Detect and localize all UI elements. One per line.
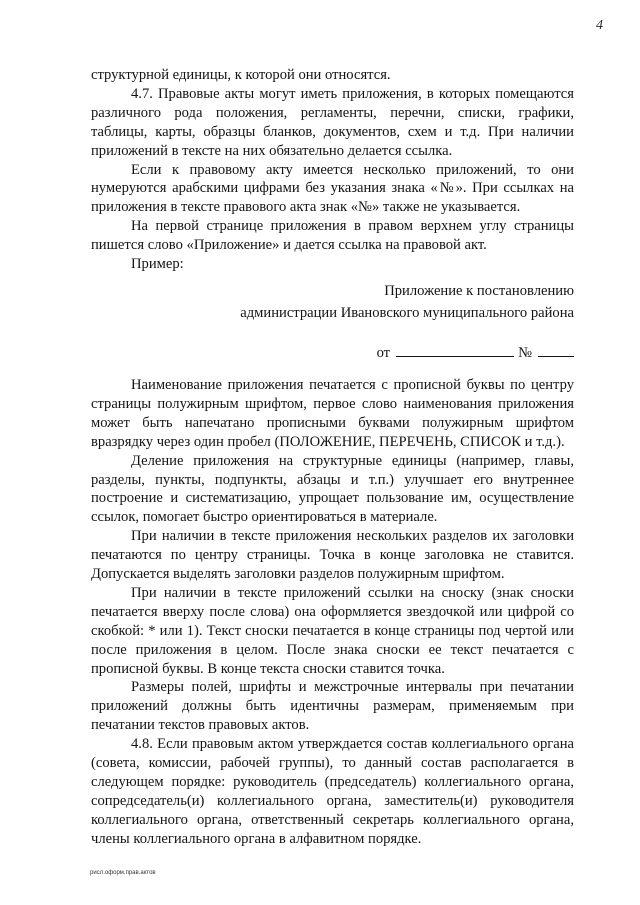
appendix-date-label: от (376, 344, 391, 361)
paragraph-4-8: 4.8. Если правовым актом утверждается состав коллегиального органа (совета, комиссии, рабочей группы), то данный состав располагается в следующем порядке: руководитель (председатель) коллегиального органа, сопредседатель(и) коллегиального органа, заместитель(и) руководителя коллегиального органа, ответственный секретарь коллегиального органа, члены коллегиального органа в алфавитном порядке. (91, 736, 574, 847)
paragraph-4-7: 4.7. Правовые акты могут иметь приложения, в которых помещаются различного рода положения, регламенты, перечни, списки, графики, таблицы, карты, образцы бланков, документов, схем и т.д. При наличии приложений в тексте на них обязательно делается ссылка. (91, 85, 574, 159)
paragraph-section-headings: При наличии в тексте приложения нескольких разделов их заголовки печатаются по центру страницы. Точка в конце заголовка не ставится. Допускается выделять заголовки разделов полужирным шрифтом. (91, 528, 574, 583)
paragraph-numbering: Если к правовому акту имеется несколько приложений, то они нумеруются арабскими цифрами без указания знака «№». При ссылках на приложения в тексте правового акта знак «№» также не указывается. (91, 161, 574, 216)
appendix-example-block (91, 280, 574, 364)
paragraph-structure: Деление приложения на структурные единицы (например, главы, разделы, пункты, подпункты, абзацы и т.п.) улучшает его внутреннее построение и систематизацию, упрощает пользование им, осуществление ссылок, помогает быстро ориентироваться в материале. (91, 452, 574, 526)
footer-file-mark: рисл.оформ.прав.актов (90, 870, 156, 876)
paragraph-footnotes: При наличии в тексте приложений ссылки на сноску (знак сноски печатается вверху после слова) она оформляется звездочкой или цифрой со скобкой: * или 1). Текст сноски печатается в конце страницы под чертой или после приложения в целом. После знака сноски ее текст печатается с прописной буквы. В конце текста сноски ставится точка. (91, 584, 574, 677)
paragraph-continuation: структурной единицы, к которой они относятся. (91, 67, 391, 83)
number-blank-line (538, 344, 574, 357)
paragraph-first-page: На первой странице приложения в правом верхнем углу страницы пишется слово «Приложение» и дается ссылка на правовой акт. (91, 218, 574, 254)
page-number: 4 (596, 18, 603, 33)
appendix-line-1: Приложение к постановлению (384, 282, 574, 299)
paragraph-appendix-title: Наименование приложения печатается с прописной буквы по центру страницы полужирным шрифтом, первое слово наименования приложения может быть напечатано прописными буквами полужирным шрифтом вразрядку через один пробел (ПОЛОЖЕНИЕ, ПЕРЕЧЕНЬ, СПИСОК и т.д.). (91, 376, 574, 450)
paragraph-example-label: Пример: (131, 256, 184, 273)
appendix-line-2: администрации Ивановского муниципального района (240, 304, 574, 321)
appendix-date-number-line (91, 342, 574, 364)
paragraph-margins: Размеры полей, шрифты и межстрочные интервалы при печатании приложений должны быть идентичны размерам, применяемым при печатании текстов правовых актов. (91, 679, 574, 734)
date-blank-line (396, 344, 514, 357)
document-body (91, 66, 574, 849)
appendix-number-label: № (518, 344, 532, 361)
